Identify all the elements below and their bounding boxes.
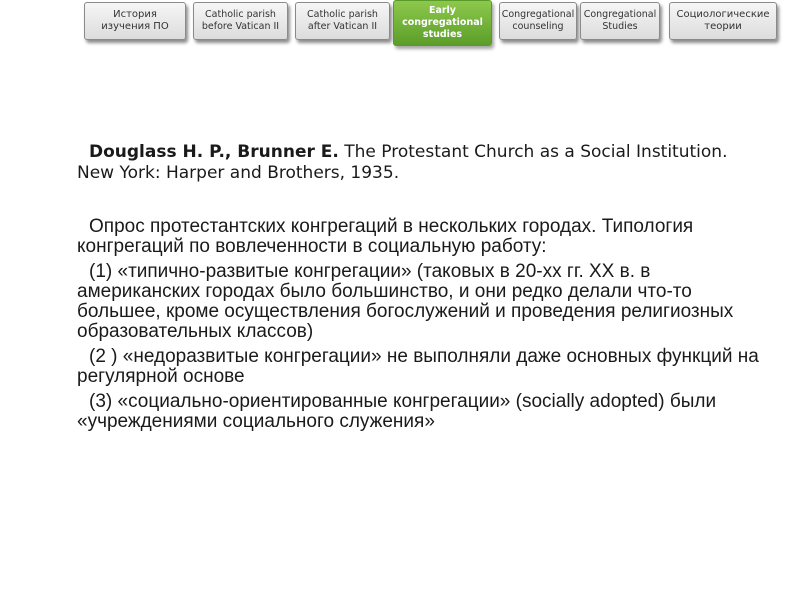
- tab-catholic-parish-after-vatican-ii[interactable]: [295, 2, 390, 40]
- intro-paragraph: Опрос протестантских конгрегаций в нескольких городах. Типология конгрегаций по вовлеченности в социальную работу:: [77, 216, 694, 257]
- tab-label: Catholic parish before Vatican II: [201, 9, 280, 32]
- tab-sociological-theories[interactable]: [669, 2, 777, 40]
- tab-label: Early congregational studies: [402, 5, 483, 40]
- tab-early-congregational-studies[interactable]: [393, 0, 492, 46]
- reference-authors: Douglass H. P., Brunner E.: [89, 142, 339, 162]
- tab-label: Congregational counseling: [501, 9, 575, 32]
- tab-label: Congregational Studies: [583, 9, 657, 32]
- typology-item-1: (1) «типично-развитые конгрегации» (таковых в 20-хх гг. XX в. в американских городах было большинство, и они редко делали что-то большее, кроме осуществления богослужений и проведения религиозных образовательных классов): [77, 261, 734, 342]
- bibliographic-reference: [77, 142, 767, 184]
- typology-item-3: (3) «социально-ориентированные конгрегации» (socially adopted) были «учреждениями социального служения»: [77, 391, 717, 432]
- navigation-tab-bar: [0, 0, 800, 56]
- typology-item-2: (2 ) «недоразвитые конгрегации» не выполняли даже основных функций на регулярной основе: [77, 346, 759, 387]
- tab-label: История изучения ПО: [101, 9, 169, 32]
- tab-catholic-parish-before-vatican-ii[interactable]: [193, 2, 288, 40]
- tab-congregational-counseling[interactable]: [499, 2, 577, 40]
- slide-content: [77, 142, 767, 432]
- tab-history-of-studies[interactable]: [84, 2, 186, 40]
- tab-label: Catholic parish after Vatican II: [307, 9, 378, 32]
- reference-title: The Protestant Church as a Social Institution. New York: Harper and Brothers, 1935.: [77, 142, 728, 183]
- tab-label: Социологические теории: [676, 9, 770, 32]
- tab-congregational-studies[interactable]: [580, 2, 660, 40]
